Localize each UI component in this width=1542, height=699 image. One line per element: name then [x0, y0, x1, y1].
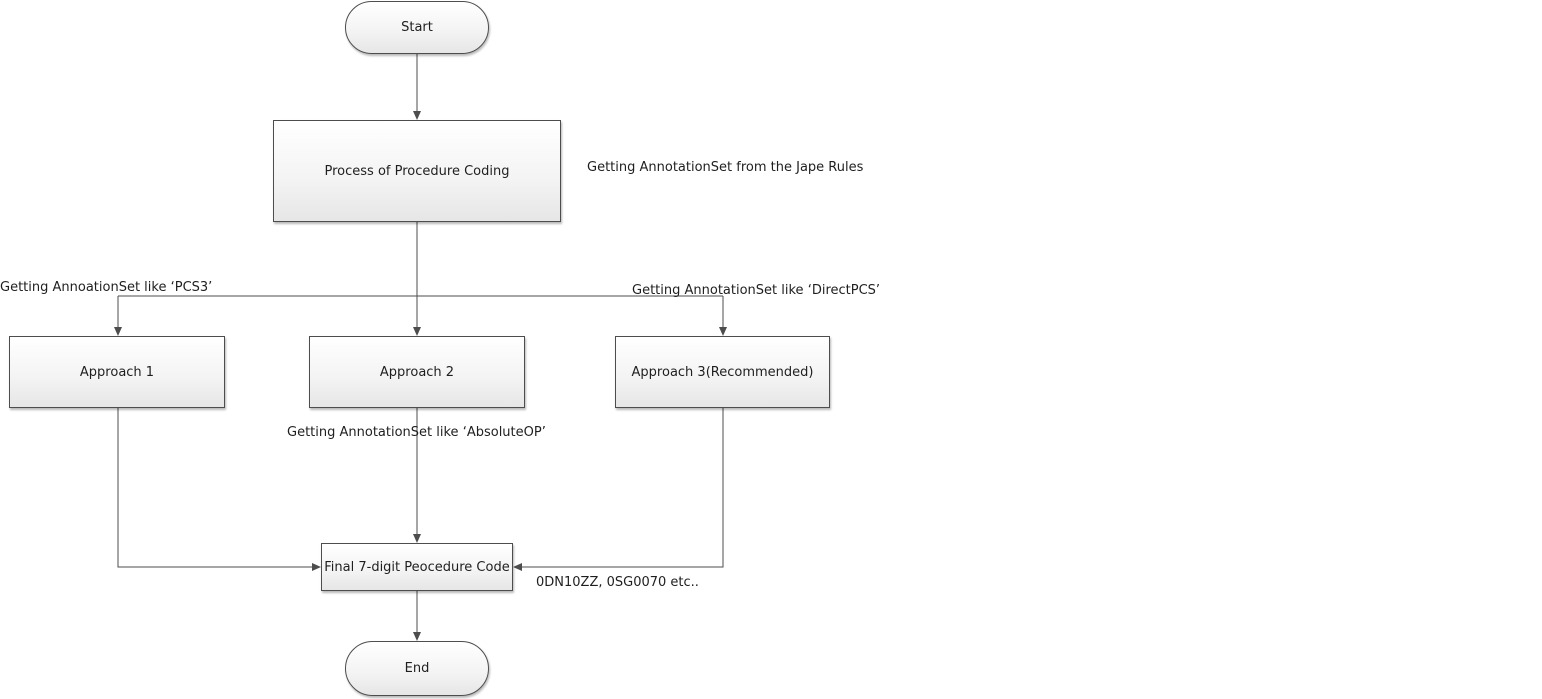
process-annotation: Getting AnnotationSet from the Jape Rules	[587, 160, 864, 175]
approach1-annotation: Getting AnnoationSet like ‘PCS3’	[0, 280, 213, 295]
process-node	[273, 120, 561, 222]
approach1-node	[9, 336, 225, 408]
approach2-node-label: Approach 2	[379, 364, 455, 380]
approach3-annotation: Getting AnnotationSet like ‘DirectPCS’	[632, 283, 881, 298]
final-node-label: Final 7-digit Peocedure Code	[324, 559, 510, 575]
approach3-node-label: Approach 3(Recommended)	[631, 364, 814, 380]
approach1-node-label: Approach 1	[79, 364, 155, 380]
end-node-label: End	[404, 661, 430, 676]
start-node	[345, 1, 489, 54]
end-node	[345, 641, 489, 696]
approach3-node	[615, 336, 830, 408]
final-node	[321, 543, 513, 591]
approach2-node	[309, 336, 525, 408]
start-node-label: Start	[401, 20, 433, 35]
approach2-annotation: Getting AnnotationSet like ‘AbsoluteOP’	[287, 425, 546, 440]
final-annotation: 0DN10ZZ, 0SG0070 etc..	[536, 575, 699, 590]
process-node-label: Process of Procedure Coding	[324, 163, 510, 179]
